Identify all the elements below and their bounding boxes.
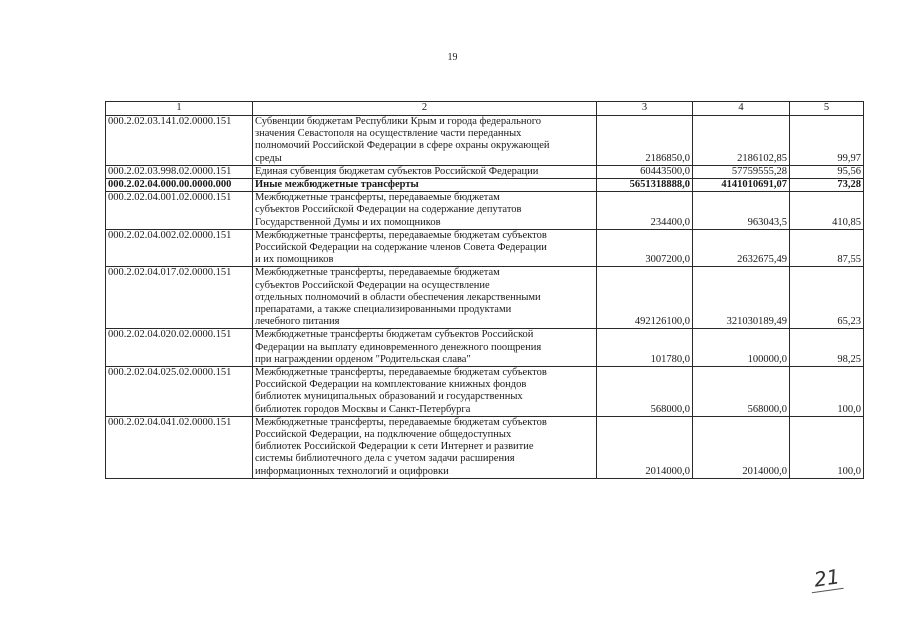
percent-executed-cell: 73,28 — [790, 179, 864, 192]
executed-amount-cell: 2186102,85 — [693, 116, 790, 166]
table-row — [106, 267, 864, 329]
budget-code-cell: 000.2.02.04.025.02.0000.151 — [106, 367, 253, 417]
table-row — [106, 192, 864, 230]
table-row — [106, 179, 864, 192]
description-cell: Межбюджетные трансферты бюджетам субъектов Российской Федерации на выплату единовременного денежного поощрения при награждении орденом "Родительская слава" — [253, 329, 597, 367]
budget-code-cell: 000.2.02.04.000.00.0000.000 — [106, 179, 253, 192]
budget-code-cell: 000.2.02.03.998.02.0000.151 — [106, 165, 253, 178]
column-header: 2 — [253, 102, 597, 116]
description-cell: Межбюджетные трансферты, передаваемые бюджетам субъектов Российской Федерации на содержание депутатов Государственной Думы и их помощников — [253, 192, 597, 230]
executed-amount-cell: 4141010691,07 — [693, 179, 790, 192]
planned-amount-cell: 101780,0 — [597, 329, 693, 367]
executed-amount-cell: 2632675,49 — [693, 229, 790, 267]
planned-amount-cell: 2186850,0 — [597, 116, 693, 166]
executed-amount-cell: 568000,0 — [693, 367, 790, 417]
executed-amount-cell: 2014000,0 — [693, 416, 790, 478]
table-header-row — [106, 102, 864, 116]
percent-executed-cell: 65,23 — [790, 267, 864, 329]
budget-code-cell: 000.2.02.04.041.02.0000.151 — [106, 416, 253, 478]
description-cell: Межбюджетные трансферты, передаваемые бюджетам субъектов Российской Федерации на осуществление отдельных полномочий в области обеспечения лекарственными препаратами, а также специализированными продуктами лечебного питания — [253, 267, 597, 329]
handwritten-number-text: 21 — [812, 564, 841, 592]
budget-code-cell: 000.2.02.04.002.02.0000.151 — [106, 229, 253, 267]
table-row — [106, 329, 864, 367]
percent-executed-cell: 100,0 — [790, 367, 864, 417]
percent-executed-cell: 99,97 — [790, 116, 864, 166]
description-cell: Субвенции бюджетам Республики Крым и города федерального значения Севастополя на осуществление части переданных полномочий Российской Федерации в сфере охраны окружающей среды — [253, 116, 597, 166]
table-row — [106, 416, 864, 478]
description-cell: Единая субвенция бюджетам субъектов Российской Федерации — [253, 165, 597, 178]
planned-amount-cell: 234400,0 — [597, 192, 693, 230]
table-row — [106, 367, 864, 417]
executed-amount-cell: 57759555,28 — [693, 165, 790, 178]
percent-executed-cell: 98,25 — [790, 329, 864, 367]
table-row — [106, 165, 864, 178]
description-cell: Межбюджетные трансферты, передаваемые бюджетам субъектов Российской Федерации, на подключение общедоступных библиотек Российской Федерации к сети Интернет и развитие системы библиотечного дела с учетом задачи расширения информационных технологий и оцифровки — [253, 416, 597, 478]
table-row — [106, 116, 864, 166]
table-row — [106, 229, 864, 267]
percent-executed-cell: 100,0 — [790, 416, 864, 478]
budget-code-cell: 000.2.02.04.017.02.0000.151 — [106, 267, 253, 329]
planned-amount-cell: 492126100,0 — [597, 267, 693, 329]
planned-amount-cell: 2014000,0 — [597, 416, 693, 478]
page-number: 19 — [447, 52, 458, 63]
description-cell: Межбюджетные трансферты, передаваемые бюджетам субъектов Российской Федерации на комплектование книжных фондов библиотек муниципальных образований и государственных библиотек городов Москвы и Санкт-Петербурга — [253, 367, 597, 417]
planned-amount-cell: 568000,0 — [597, 367, 693, 417]
budget-code-cell: 000.2.02.04.001.02.0000.151 — [106, 192, 253, 230]
description-cell: Межбюджетные трансферты, передаваемые бюджетам субъектов Российской Федерации на содержание членов Совета Федерации и их помощников — [253, 229, 597, 267]
description-cell: Иные межбюджетные трансферты — [253, 179, 597, 192]
column-header: 5 — [790, 102, 864, 116]
percent-executed-cell: 95,56 — [790, 165, 864, 178]
handwritten-page-number — [812, 564, 841, 591]
planned-amount-cell: 60443500,0 — [597, 165, 693, 178]
planned-amount-cell: 3007200,0 — [597, 229, 693, 267]
column-header: 4 — [693, 102, 790, 116]
budget-code-cell: 000.2.02.04.020.02.0000.151 — [106, 329, 253, 367]
percent-executed-cell: 87,55 — [790, 229, 864, 267]
executed-amount-cell: 321030189,49 — [693, 267, 790, 329]
column-header: 3 — [597, 102, 693, 116]
executed-amount-cell: 100000,0 — [693, 329, 790, 367]
budget-table — [105, 101, 864, 479]
planned-amount-cell: 5651318888,0 — [597, 179, 693, 192]
executed-amount-cell: 963043,5 — [693, 192, 790, 230]
column-header: 1 — [106, 102, 253, 116]
percent-executed-cell: 410,85 — [790, 192, 864, 230]
budget-code-cell: 000.2.02.03.141.02.0000.151 — [106, 116, 253, 166]
